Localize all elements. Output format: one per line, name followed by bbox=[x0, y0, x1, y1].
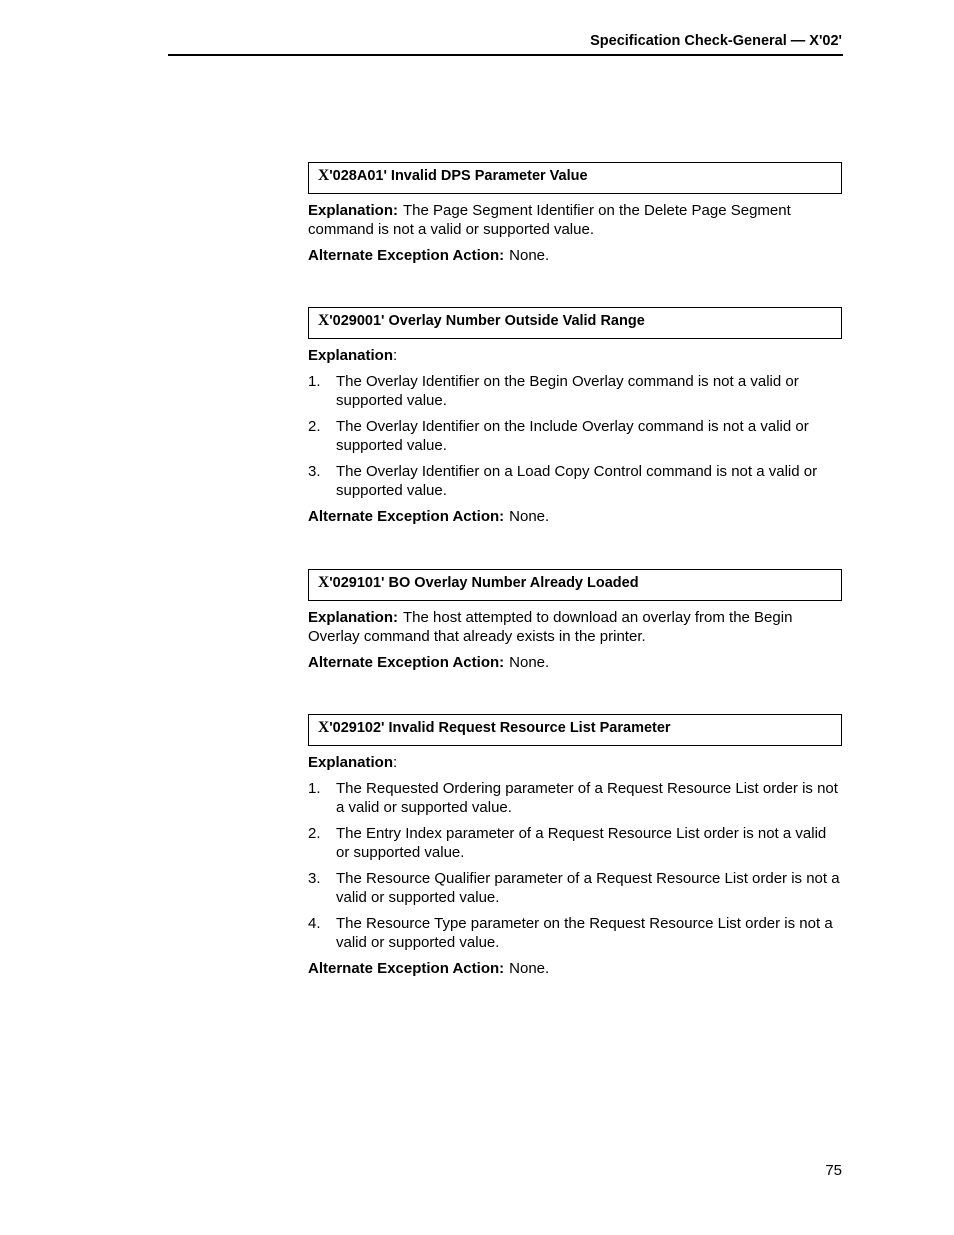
explanation-paragraph bbox=[308, 346, 842, 365]
list-item bbox=[308, 372, 842, 410]
alternate-text: None. bbox=[509, 508, 550, 525]
explanation-label: Explanation: bbox=[308, 609, 399, 626]
alternate-label: Alternate Exception Action: bbox=[308, 960, 505, 977]
list-number: 3. bbox=[308, 870, 321, 887]
exception-code-heading bbox=[308, 569, 842, 601]
list-number: 1. bbox=[308, 373, 321, 390]
explanation-list bbox=[308, 779, 842, 952]
exception-section bbox=[308, 714, 842, 978]
list-number: 2. bbox=[308, 418, 321, 435]
list-item bbox=[308, 462, 842, 500]
list-number: 4. bbox=[308, 915, 321, 932]
explanation-label: Explanation bbox=[308, 754, 394, 771]
exception-section bbox=[308, 569, 842, 672]
header-rule bbox=[168, 54, 843, 56]
explanation-label: Explanation: bbox=[308, 202, 399, 219]
list-text: The Entry Index parameter of a Request Resource List order is not a valid or supported value. bbox=[336, 825, 827, 861]
code-title: '028A01' Invalid DPS Parameter Value bbox=[329, 168, 588, 184]
alternate-action bbox=[308, 653, 842, 672]
list-text: The Resource Qualifier parameter of a Request Resource List order is not a valid or supported value. bbox=[336, 870, 840, 906]
code-prefix: X bbox=[318, 574, 330, 591]
list-item bbox=[308, 914, 842, 952]
list-text: The Overlay Identifier on the Include Overlay command is not a valid or supported value. bbox=[336, 418, 809, 454]
explanation-paragraph bbox=[308, 608, 842, 646]
list-text: The Overlay Identifier on the Begin Overlay command is not a valid or supported value. bbox=[336, 373, 799, 409]
list-item bbox=[308, 779, 842, 817]
list-number: 1. bbox=[308, 780, 321, 797]
list-item bbox=[308, 824, 842, 862]
explanation-paragraph bbox=[308, 753, 842, 772]
alternate-text: None. bbox=[509, 247, 550, 264]
alternate-label: Alternate Exception Action: bbox=[308, 654, 505, 671]
code-title: '029101' BO Overlay Number Already Loaded bbox=[329, 575, 639, 591]
list-number: 3. bbox=[308, 463, 321, 480]
exception-section bbox=[308, 307, 842, 526]
explanation-paragraph bbox=[308, 201, 842, 239]
list-item bbox=[308, 869, 842, 907]
explanation-list bbox=[308, 372, 842, 500]
list-text: The Resource Type parameter on the Request Resource List order is not a valid or supported value. bbox=[336, 915, 833, 951]
alternate-label: Alternate Exception Action: bbox=[308, 247, 505, 264]
exception-code-heading bbox=[308, 307, 842, 339]
explanation-text: The Page Segment Identifier on the Delete Page Segment command is not a valid or supported value. bbox=[308, 202, 791, 238]
alternate-text: None. bbox=[509, 654, 550, 671]
code-prefix: X bbox=[318, 312, 330, 329]
alternate-text: None. bbox=[509, 960, 550, 977]
code-title: '029102' Invalid Request Resource List Parameter bbox=[329, 720, 671, 736]
code-prefix: X bbox=[318, 167, 330, 184]
list-item bbox=[308, 417, 842, 455]
exception-code-heading bbox=[308, 162, 842, 194]
alternate-label: Alternate Exception Action: bbox=[308, 508, 505, 525]
list-text: The Requested Ordering parameter of a Request Resource List order is not a valid or supported value. bbox=[336, 780, 838, 816]
exception-section bbox=[308, 162, 842, 265]
explanation-colon: : bbox=[393, 347, 398, 364]
running-header: Specification Check-General — X'02' bbox=[590, 33, 842, 49]
alternate-action bbox=[308, 246, 842, 265]
list-number: 2. bbox=[308, 825, 321, 842]
explanation-text: The host attempted to download an overlay from the Begin Overlay command that already exists in the printer. bbox=[308, 609, 793, 645]
alternate-action bbox=[308, 959, 842, 978]
code-prefix: X bbox=[318, 719, 330, 736]
exception-code-heading bbox=[308, 714, 842, 746]
alternate-action bbox=[308, 507, 842, 526]
explanation-colon: : bbox=[393, 754, 398, 771]
code-title: '029001' Overlay Number Outside Valid Range bbox=[329, 313, 645, 329]
page-number: 75 bbox=[825, 1162, 842, 1179]
list-text: The Overlay Identifier on a Load Copy Control command is not a valid or supported value. bbox=[336, 463, 818, 499]
explanation-label: Explanation bbox=[308, 347, 394, 364]
